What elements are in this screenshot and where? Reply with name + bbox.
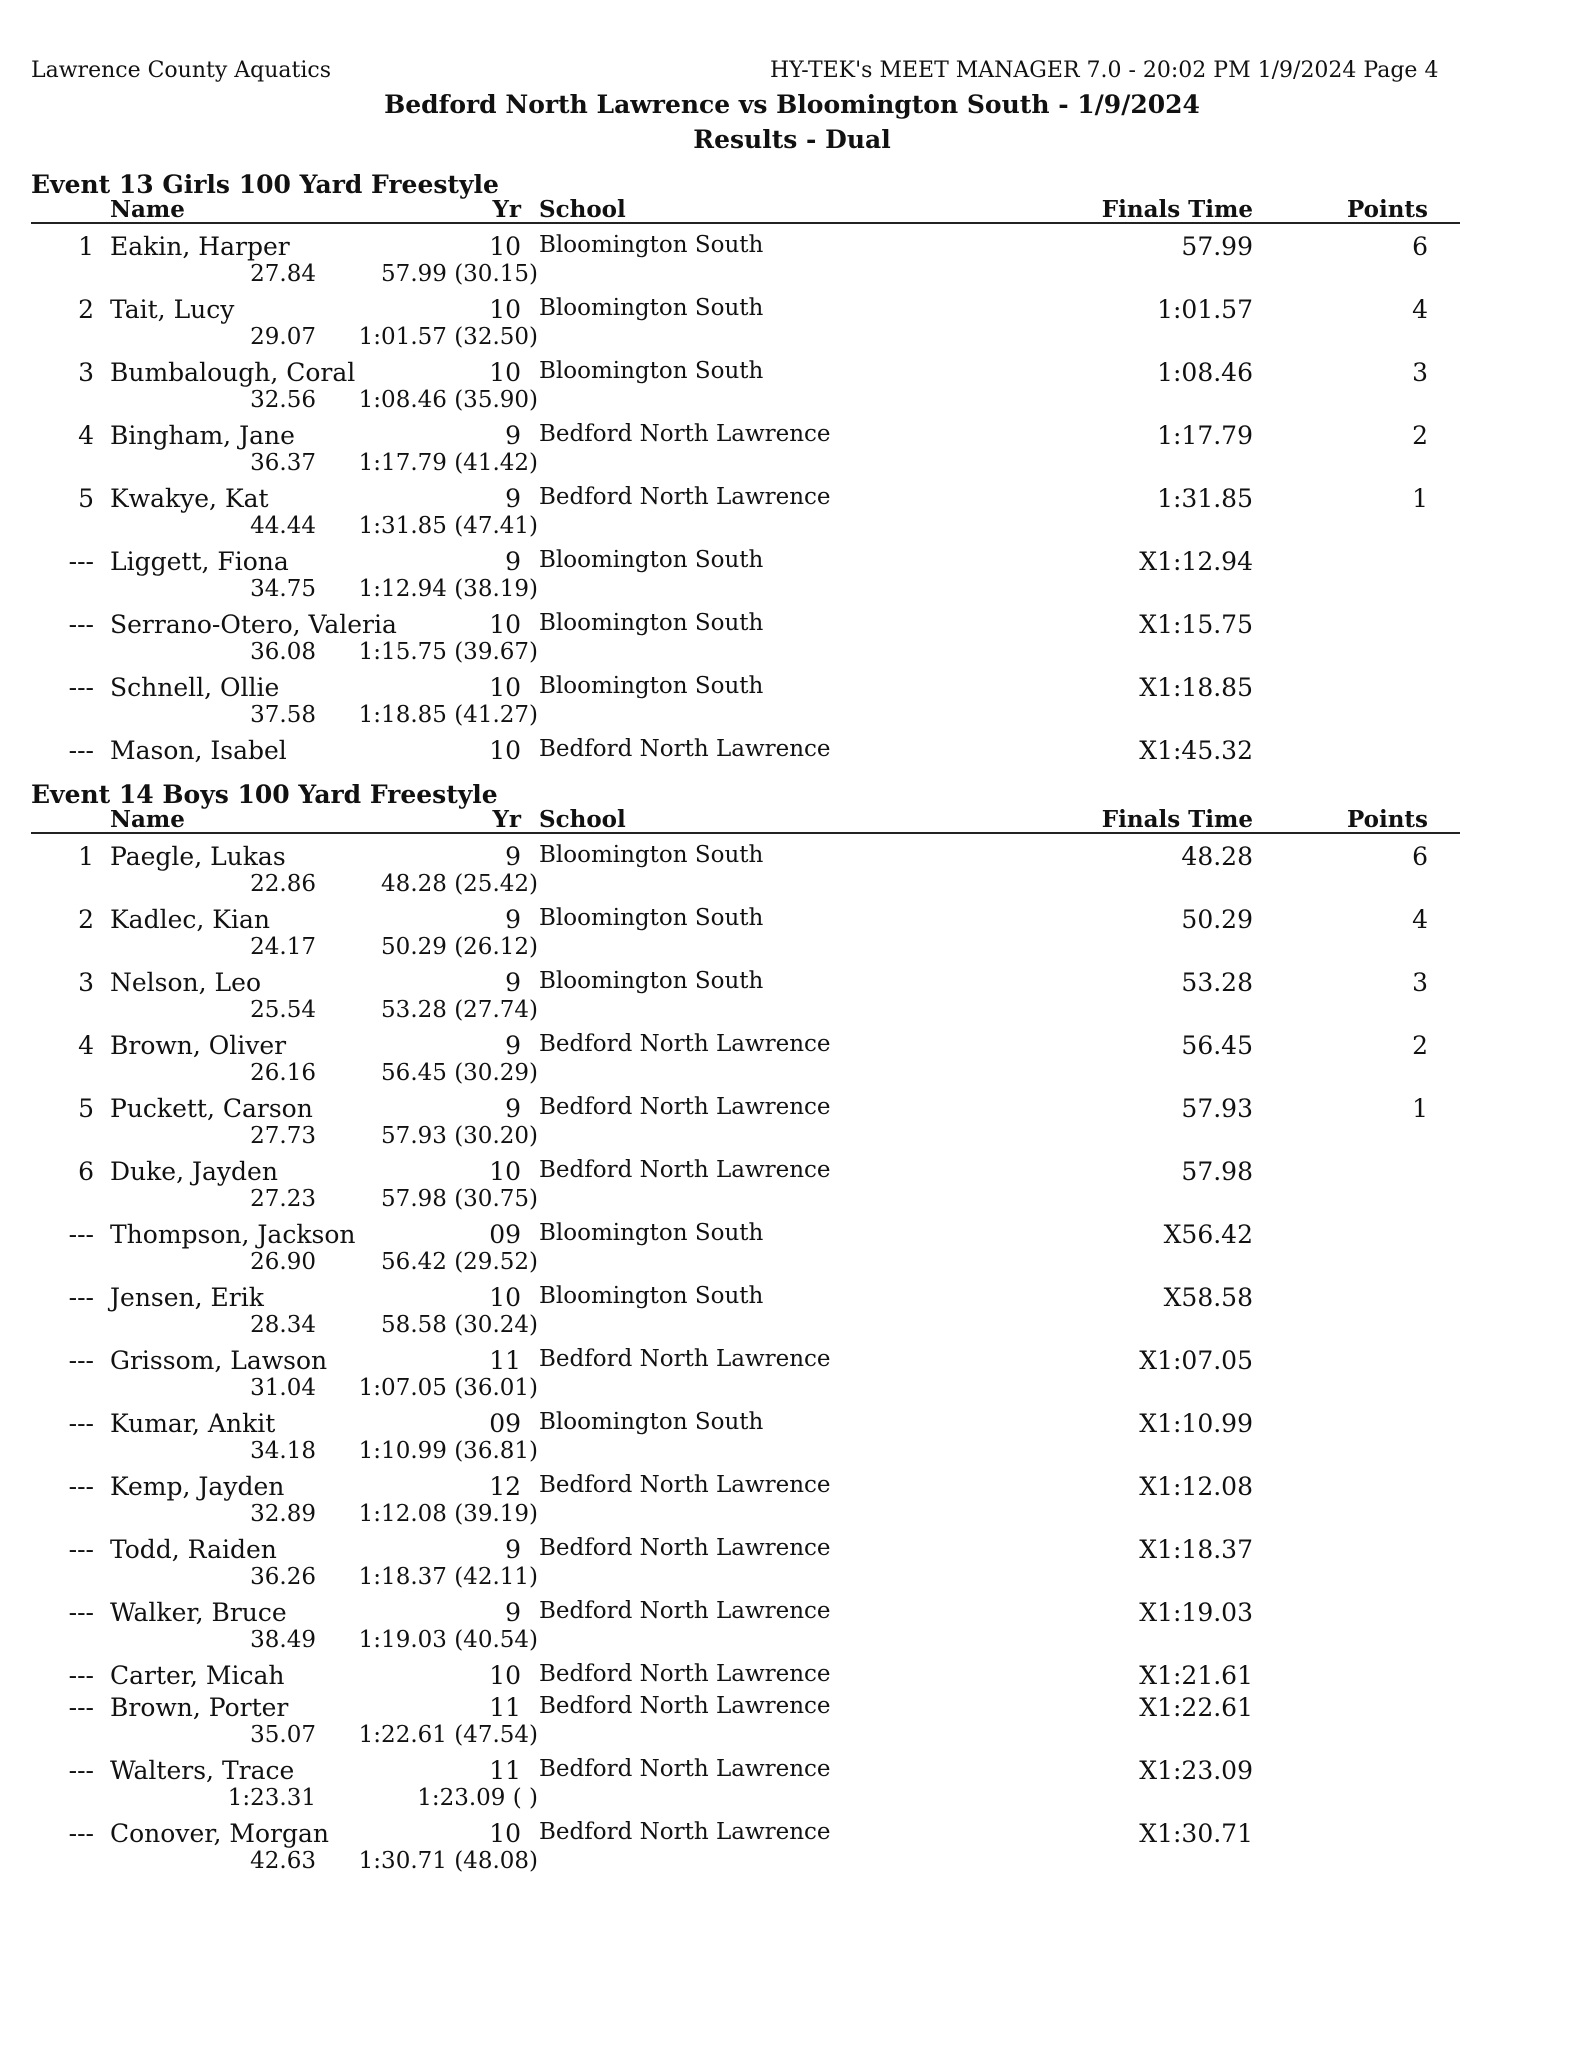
split-100: 1:22.61 (47.54) — [358, 1722, 538, 1748]
finals-time: X1:45.32 — [1139, 736, 1253, 765]
place: --- — [68, 736, 94, 765]
split-50: 37.58 — [250, 702, 316, 728]
split-50: 25.54 — [250, 997, 316, 1023]
split-50: 38.49 — [250, 1627, 316, 1653]
split-row — [0, 1501, 1584, 1529]
split-row — [0, 1722, 1584, 1750]
col-head-finals-time: Finals Time — [1101, 196, 1253, 223]
swimmer-year: 9 — [505, 905, 521, 934]
split-100: 1:15.75 (39.67) — [358, 639, 538, 665]
swimmer-name: Grissom, Lawson — [110, 1346, 328, 1375]
points: 4 — [1412, 905, 1428, 934]
split-50: 36.26 — [250, 1564, 316, 1590]
finals-time: 56.45 — [1181, 1031, 1253, 1060]
finals-time: 1:01.57 — [1157, 295, 1253, 324]
finals-time: 1:17.79 — [1157, 421, 1253, 450]
swimmer-year: 11 — [489, 1756, 521, 1785]
school-name: Bedford North Lawrence — [539, 1346, 831, 1372]
col-head-name: Name — [110, 196, 185, 223]
split-50: 27.23 — [250, 1186, 316, 1212]
swimmer-name: Nelson, Leo — [110, 968, 261, 997]
result-row — [0, 547, 1584, 577]
finals-time: X1:12.08 — [1139, 1472, 1253, 1501]
split-100: 1:08.46 (35.90) — [358, 387, 538, 413]
points: 1 — [1412, 1094, 1428, 1123]
school-name: Bloomington South — [539, 673, 764, 699]
swimmer-year: 10 — [489, 673, 521, 702]
result-row — [0, 421, 1584, 451]
split-50: 24.17 — [250, 934, 316, 960]
split-50: 26.90 — [250, 1249, 316, 1275]
finals-time: X58.58 — [1163, 1283, 1253, 1312]
finals-time: 53.28 — [1181, 968, 1253, 997]
place: --- — [68, 610, 94, 639]
swimmer-name: Kwakye, Kat — [110, 484, 269, 513]
split-100: 1:19.03 (40.54) — [358, 1627, 538, 1653]
place: --- — [68, 1819, 94, 1848]
split-50: 22.86 — [250, 871, 316, 897]
split-100: 1:23.09 ( ) — [417, 1785, 538, 1811]
swimmer-year: 9 — [505, 1094, 521, 1123]
split-100: 57.93 (30.20) — [381, 1123, 538, 1149]
school-name: Bedford North Lawrence — [539, 1157, 831, 1183]
place: --- — [68, 1693, 94, 1722]
split-50: 31.04 — [250, 1375, 316, 1401]
swimmer-year: 10 — [489, 1819, 521, 1848]
school-name: Bedford North Lawrence — [539, 1598, 831, 1624]
result-row — [0, 1094, 1584, 1124]
split-row — [0, 387, 1584, 415]
school-name: Bedford North Lawrence — [539, 1693, 831, 1719]
split-100: 57.99 (30.15) — [381, 261, 538, 287]
points: 1 — [1412, 484, 1428, 513]
swimmer-name: Paegle, Lukas — [110, 842, 286, 871]
split-100: 1:30.71 (48.08) — [358, 1848, 538, 1874]
swimmer-name: Brown, Oliver — [110, 1031, 287, 1060]
software-stamp: HY-TEK's MEET MANAGER 7.0 - 20:02 PM 1/9/2024 Page 4 — [770, 58, 1439, 83]
finals-time: 57.93 — [1181, 1094, 1253, 1123]
school-name: Bedford North Lawrence — [539, 1472, 831, 1498]
result-row — [0, 1598, 1584, 1628]
place: --- — [68, 1472, 94, 1501]
place: --- — [68, 1220, 94, 1249]
finals-time: X1:10.99 — [1139, 1409, 1253, 1438]
place: --- — [68, 1409, 94, 1438]
finals-time: 48.28 — [1181, 842, 1253, 871]
swimmer-name: Mason, Isabel — [110, 736, 287, 765]
swimmer-year: 9 — [505, 968, 521, 997]
result-row — [0, 295, 1584, 325]
split-100: 56.42 (29.52) — [381, 1249, 538, 1275]
finals-time: 50.29 — [1181, 905, 1253, 934]
split-50: 36.37 — [250, 450, 316, 476]
swimmer-name: Brown, Porter — [110, 1693, 289, 1722]
result-row — [0, 1283, 1584, 1313]
result-row — [0, 1472, 1584, 1502]
swimmer-year: 09 — [489, 1220, 521, 1249]
split-row — [0, 261, 1584, 289]
result-row — [0, 905, 1584, 935]
finals-time: X1:12.94 — [1139, 547, 1253, 576]
swimmer-year: 10 — [489, 610, 521, 639]
org-name: Lawrence County Aquatics — [31, 58, 332, 83]
place: 2 — [78, 905, 94, 934]
school-name: Bloomington South — [539, 295, 764, 321]
swimmer-name: Bumbalough, Coral — [110, 358, 356, 387]
split-100: 53.28 (27.74) — [381, 997, 538, 1023]
swimmer-name: Duke, Jayden — [110, 1157, 278, 1186]
school-name: Bedford North Lawrence — [539, 1031, 831, 1057]
split-row — [0, 1848, 1584, 1876]
result-row — [0, 736, 1584, 766]
finals-time: X1:19.03 — [1139, 1598, 1253, 1627]
swimmer-year: 10 — [489, 1157, 521, 1186]
place: --- — [68, 1598, 94, 1627]
split-50: 29.07 — [250, 324, 316, 350]
split-50: 34.75 — [250, 576, 316, 602]
col-head-yr: Yr — [492, 806, 521, 833]
result-row — [0, 1535, 1584, 1565]
finals-time: 1:31.85 — [1157, 484, 1253, 513]
school-name: Bloomington South — [539, 1220, 764, 1246]
split-100: 1:10.99 (36.81) — [358, 1438, 538, 1464]
place: 5 — [78, 484, 94, 513]
split-row — [0, 934, 1584, 962]
split-50: 32.89 — [250, 1501, 316, 1527]
col-head-points: Points — [1346, 806, 1428, 833]
swimmer-name: Carter, Micah — [110, 1661, 285, 1690]
swimmer-year: 10 — [489, 295, 521, 324]
school-name: Bedford North Lawrence — [539, 1661, 831, 1687]
header-rule — [31, 832, 1460, 834]
school-name: Bedford North Lawrence — [539, 1535, 831, 1561]
split-row — [0, 450, 1584, 478]
split-row — [0, 1186, 1584, 1214]
swimmer-year: 9 — [505, 421, 521, 450]
swimmer-name: Walker, Bruce — [110, 1598, 287, 1627]
split-100: 1:18.37 (42.11) — [358, 1564, 538, 1590]
event-title: Event 13 Girls 100 Yard Freestyle — [31, 170, 499, 199]
split-50: 42.63 — [250, 1848, 316, 1874]
school-name: Bloomington South — [539, 1283, 764, 1309]
points: 6 — [1412, 842, 1428, 871]
swimmer-year: 9 — [505, 1598, 521, 1627]
place: 4 — [78, 421, 94, 450]
school-name: Bloomington South — [539, 547, 764, 573]
split-50: 36.08 — [250, 639, 316, 665]
place: --- — [68, 1283, 94, 1312]
split-100: 1:12.08 (39.19) — [358, 1501, 538, 1527]
school-name: Bloomington South — [539, 358, 764, 384]
split-row — [0, 1249, 1584, 1277]
points: 4 — [1412, 295, 1428, 324]
split-50: 1:23.31 — [227, 1785, 316, 1811]
place: 3 — [78, 968, 94, 997]
finals-time: X1:21.61 — [1139, 1661, 1253, 1690]
split-100: 1:31.85 (47.41) — [358, 513, 538, 539]
finals-time: X1:18.37 — [1139, 1535, 1253, 1564]
place: --- — [68, 1535, 94, 1564]
school-name: Bedford North Lawrence — [539, 736, 831, 762]
school-name: Bedford North Lawrence — [539, 1819, 831, 1845]
split-100: 57.98 (30.75) — [381, 1186, 538, 1212]
place: --- — [68, 1756, 94, 1785]
finals-time: X1:07.05 — [1139, 1346, 1253, 1375]
result-row — [0, 673, 1584, 703]
split-row — [0, 1123, 1584, 1151]
school-name: Bedford North Lawrence — [539, 484, 831, 510]
place: 5 — [78, 1094, 94, 1123]
split-100: 1:01.57 (32.50) — [358, 324, 538, 350]
result-row — [0, 1031, 1584, 1061]
place: --- — [68, 1661, 94, 1690]
col-head-points: Points — [1346, 196, 1428, 223]
points: 2 — [1412, 421, 1428, 450]
school-name: Bedford North Lawrence — [539, 1756, 831, 1782]
swimmer-name: Tait, Lucy — [110, 295, 235, 324]
result-row — [0, 1220, 1584, 1250]
school-name: Bloomington South — [539, 232, 764, 258]
split-row — [0, 1785, 1584, 1813]
split-50: 44.44 — [250, 513, 316, 539]
split-row — [0, 871, 1584, 899]
swimmer-year: 10 — [489, 232, 521, 261]
swimmer-name: Puckett, Carson — [110, 1094, 313, 1123]
split-50: 27.73 — [250, 1123, 316, 1149]
split-100: 1:18.85 (41.27) — [358, 702, 538, 728]
swimmer-name: Liggett, Fiona — [110, 547, 289, 576]
place: --- — [68, 547, 94, 576]
swimmer-name: Kadlec, Kian — [110, 905, 270, 934]
split-100: 50.29 (26.12) — [381, 934, 538, 960]
split-50: 28.34 — [250, 1312, 316, 1338]
split-100: 58.58 (30.24) — [381, 1312, 538, 1338]
finals-time: 57.99 — [1181, 232, 1253, 261]
col-head-name: Name — [110, 806, 185, 833]
split-row — [0, 997, 1584, 1025]
result-row — [0, 484, 1584, 514]
swimmer-year: 9 — [505, 1535, 521, 1564]
split-50: 26.16 — [250, 1060, 316, 1086]
place: 2 — [78, 295, 94, 324]
result-row — [0, 1157, 1584, 1187]
swimmer-name: Jensen, Erik — [110, 1283, 264, 1312]
meet-title: Bedford North Lawrence vs Bloomington South - 1/9/2024 — [384, 90, 1200, 119]
swimmer-year: 11 — [489, 1693, 521, 1722]
place: 3 — [78, 358, 94, 387]
result-row — [0, 610, 1584, 640]
place: 1 — [78, 232, 94, 261]
swimmer-year: 10 — [489, 358, 521, 387]
swimmer-name: Thompson, Jackson — [110, 1220, 356, 1249]
swimmer-year: 10 — [489, 1283, 521, 1312]
split-50: 27.84 — [250, 261, 316, 287]
swimmer-year: 09 — [489, 1409, 521, 1438]
swimmer-year: 9 — [505, 1031, 521, 1060]
event-title: Event 14 Boys 100 Yard Freestyle — [31, 780, 498, 809]
result-row — [0, 968, 1584, 998]
finals-time: 1:08.46 — [1157, 358, 1253, 387]
swimmer-name: Kemp, Jayden — [110, 1472, 285, 1501]
split-row — [0, 1627, 1584, 1655]
swimmer-year: 10 — [489, 736, 521, 765]
swimmer-name: Walters, Trace — [110, 1756, 295, 1785]
split-row — [0, 513, 1584, 541]
col-head-finals-time: Finals Time — [1101, 806, 1253, 833]
col-head-school: School — [539, 196, 626, 223]
split-row — [0, 1564, 1584, 1592]
swimmer-name: Schnell, Ollie — [110, 673, 280, 702]
split-100: 56.45 (30.29) — [381, 1060, 538, 1086]
swimmer-name: Conover, Morgan — [110, 1819, 329, 1848]
finals-time: X1:23.09 — [1139, 1756, 1253, 1785]
swimmer-year: 11 — [489, 1346, 521, 1375]
split-row — [0, 1375, 1584, 1403]
swimmer-name: Todd, Raiden — [110, 1535, 277, 1564]
split-row — [0, 1438, 1584, 1466]
result-row — [0, 232, 1584, 262]
split-row — [0, 702, 1584, 730]
finals-time: X1:30.71 — [1139, 1819, 1253, 1848]
result-row — [0, 842, 1584, 872]
header-rule — [31, 222, 1460, 224]
result-row — [0, 1346, 1584, 1376]
place: --- — [68, 673, 94, 702]
result-row — [0, 1693, 1584, 1723]
split-row — [0, 1060, 1584, 1088]
school-name: Bloomington South — [539, 905, 764, 931]
school-name: Bedford North Lawrence — [539, 1094, 831, 1120]
swimmer-name: Bingham, Jane — [110, 421, 295, 450]
finals-time: X56.42 — [1163, 1220, 1253, 1249]
result-row — [0, 1819, 1584, 1849]
school-name: Bloomington South — [539, 1409, 764, 1435]
col-head-yr: Yr — [492, 196, 521, 223]
result-row — [0, 358, 1584, 388]
finals-time: X1:18.85 — [1139, 673, 1253, 702]
split-row — [0, 1312, 1584, 1340]
result-row — [0, 1756, 1584, 1786]
split-row — [0, 324, 1584, 352]
swimmer-name: Eakin, Harper — [110, 232, 290, 261]
result-row — [0, 1661, 1584, 1691]
place: --- — [68, 1346, 94, 1375]
points: 3 — [1412, 358, 1428, 387]
split-50: 32.56 — [250, 387, 316, 413]
place: 4 — [78, 1031, 94, 1060]
split-100: 1:07.05 (36.01) — [358, 1375, 538, 1401]
split-100: 1:12.94 (38.19) — [358, 576, 538, 602]
split-row — [0, 639, 1584, 667]
swimmer-name: Kumar, Ankit — [110, 1409, 276, 1438]
school-name: Bedford North Lawrence — [539, 421, 831, 447]
result-row — [0, 1409, 1584, 1439]
swimmer-year: 9 — [505, 547, 521, 576]
swimmer-year: 9 — [505, 842, 521, 871]
place: 6 — [78, 1157, 94, 1186]
split-50: 34.18 — [250, 1438, 316, 1464]
swimmer-year: 9 — [505, 484, 521, 513]
points: 6 — [1412, 232, 1428, 261]
split-50: 35.07 — [250, 1722, 316, 1748]
finals-time: 57.98 — [1181, 1157, 1253, 1186]
school-name: Bloomington South — [539, 968, 764, 994]
finals-time: X1:22.61 — [1139, 1693, 1253, 1722]
swimmer-year: 10 — [489, 1661, 521, 1690]
split-100: 48.28 (25.42) — [381, 871, 538, 897]
points: 3 — [1412, 968, 1428, 997]
finals-time: X1:15.75 — [1139, 610, 1253, 639]
points: 2 — [1412, 1031, 1428, 1060]
swimmer-year: 12 — [489, 1472, 521, 1501]
school-name: Bloomington South — [539, 842, 764, 868]
split-100: 1:17.79 (41.42) — [358, 450, 538, 476]
col-head-school: School — [539, 806, 626, 833]
swimmer-name: Serrano-Otero, Valeria — [110, 610, 397, 639]
results-type: Results - Dual — [693, 125, 891, 154]
school-name: Bloomington South — [539, 610, 764, 636]
place: 1 — [78, 842, 94, 871]
split-row — [0, 576, 1584, 604]
